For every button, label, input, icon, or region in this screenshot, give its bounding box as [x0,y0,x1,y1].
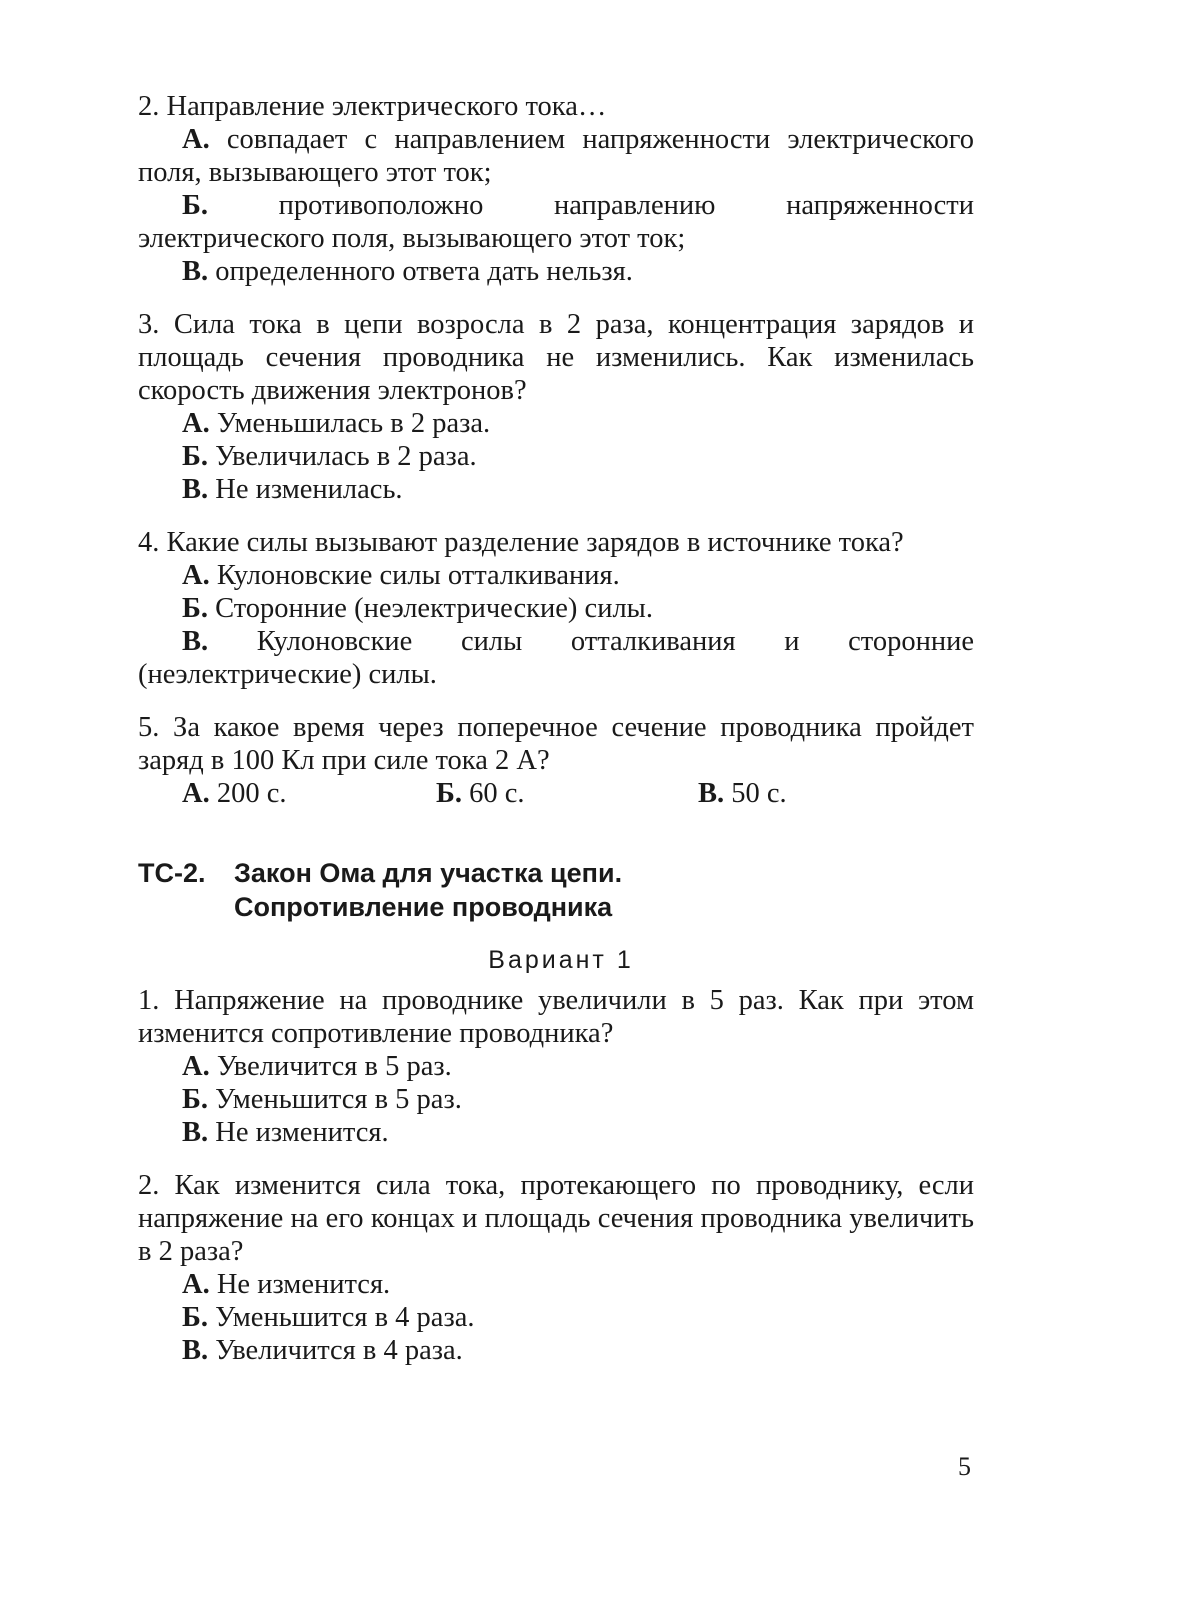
answer-label: А. [182,778,210,809]
answer-b [138,1301,974,1334]
answer-text: 200 с. [216,778,287,809]
answer-a [138,1050,974,1083]
answer-c [698,777,787,810]
answer-c [138,625,974,691]
section-title [234,856,622,924]
section-heading [138,856,974,924]
answer-text: Сторонние (неэлектрические) силы. [215,593,653,624]
page-number: 5 [958,1452,971,1481]
answer-label: Б. [182,593,208,624]
answer-label: А. [182,560,210,591]
answer-text: Увеличится в 5 раз. [216,1051,452,1082]
variant1-question-1 [138,984,974,1149]
answer-a [138,407,974,440]
answer-c [138,255,974,288]
answer-label: В. [182,256,209,287]
question-stem: 2. Как изменится сила тока, протекающего по проводнику, если напряжение на его концах и площадь сечения проводника увеличить в 2 раза? [138,1170,974,1267]
answer-label: Б. [182,1084,208,1115]
answer-text: Уменьшится в 4 раза. [215,1302,475,1333]
answer-label: Б. [182,1302,208,1333]
answer-text: Кулоновские силы отталкивания. [216,560,620,591]
answer-b [138,1083,974,1116]
answer-text: Не изменится. [216,1269,391,1300]
variant1-question-2 [138,1169,974,1367]
answer-b [138,440,974,473]
answer-a [138,123,974,189]
answer-b [138,189,974,255]
answer-text: Увеличилась в 2 раза. [215,441,477,472]
answer-label: А. [182,1269,210,1300]
answer-b [436,777,698,810]
answer-a [138,559,974,592]
answer-text: совпадает с направлением напряженности электрического поля, вызывающего этот ток; [138,124,974,188]
answer-text: противоположно направлению напряженности электрического поля, вызывающего этот ток; [138,190,974,254]
question-stem: 3. Сила тока в цепи возросла в 2 раза, концентрация зарядов и площадь сечения проводника не изменились. Как изменилась скорость движения электронов? [138,309,974,406]
section-title-line-1: Закон Ома для участка цепи. [234,858,623,888]
answer-text: 50 с. [731,778,787,809]
answer-text: Кулоновские силы отталкивания и сторонние (неэлектрические) силы. [138,626,975,690]
answer-a [182,777,436,810]
answer-c [138,1334,974,1367]
section-number: ТС-2. [138,858,206,888]
answer-label: В. [698,778,725,809]
answer-text: 60 с. [469,778,525,809]
answer-text: определенного ответа дать нельзя. [215,256,633,287]
question-3 [138,308,974,506]
answer-label: А. [182,408,210,439]
answer-label: Б. [182,190,208,221]
answer-label: А. [182,1051,210,1082]
page-content [138,90,974,1367]
question-5 [138,711,974,810]
variant-label: Вариант 1 [488,946,634,974]
question-stem: 2. Направление электрического тока… [138,91,607,122]
answer-text: Уменьшится в 5 раз. [215,1084,462,1115]
answer-label: В. [182,626,209,657]
answer-c [138,473,974,506]
answer-label: В. [182,474,209,505]
question-stem: 1. Напряжение на проводнике увеличили в 5 раз. Как при этом изменится сопротивление проводника? [138,985,974,1049]
question-stem: 5. За какое время через поперечное сечение проводника пройдет заряд в 100 Кл при силе тока 2 А? [138,712,974,776]
answer-label: В. [182,1335,209,1366]
answer-text: Не изменилась. [215,474,403,505]
answer-c [138,1116,974,1149]
answer-row [138,777,974,810]
answer-text: Увеличится в 4 раза. [215,1335,463,1366]
answer-a [138,1268,974,1301]
question-stem: 4. Какие силы вызывают разделение зарядов в источнике тока? [138,527,904,558]
answer-text: Уменьшилась в 2 раза. [216,408,491,439]
answer-label: Б. [436,778,462,809]
answer-b [138,592,974,625]
section-title-line-2: Сопротивление проводника [234,892,613,922]
question-2 [138,90,974,288]
answer-text: Не изменится. [215,1117,389,1148]
answer-label: В. [182,1117,209,1148]
answer-label: Б. [182,441,208,472]
question-4 [138,526,974,691]
answer-label: А. [182,124,210,155]
